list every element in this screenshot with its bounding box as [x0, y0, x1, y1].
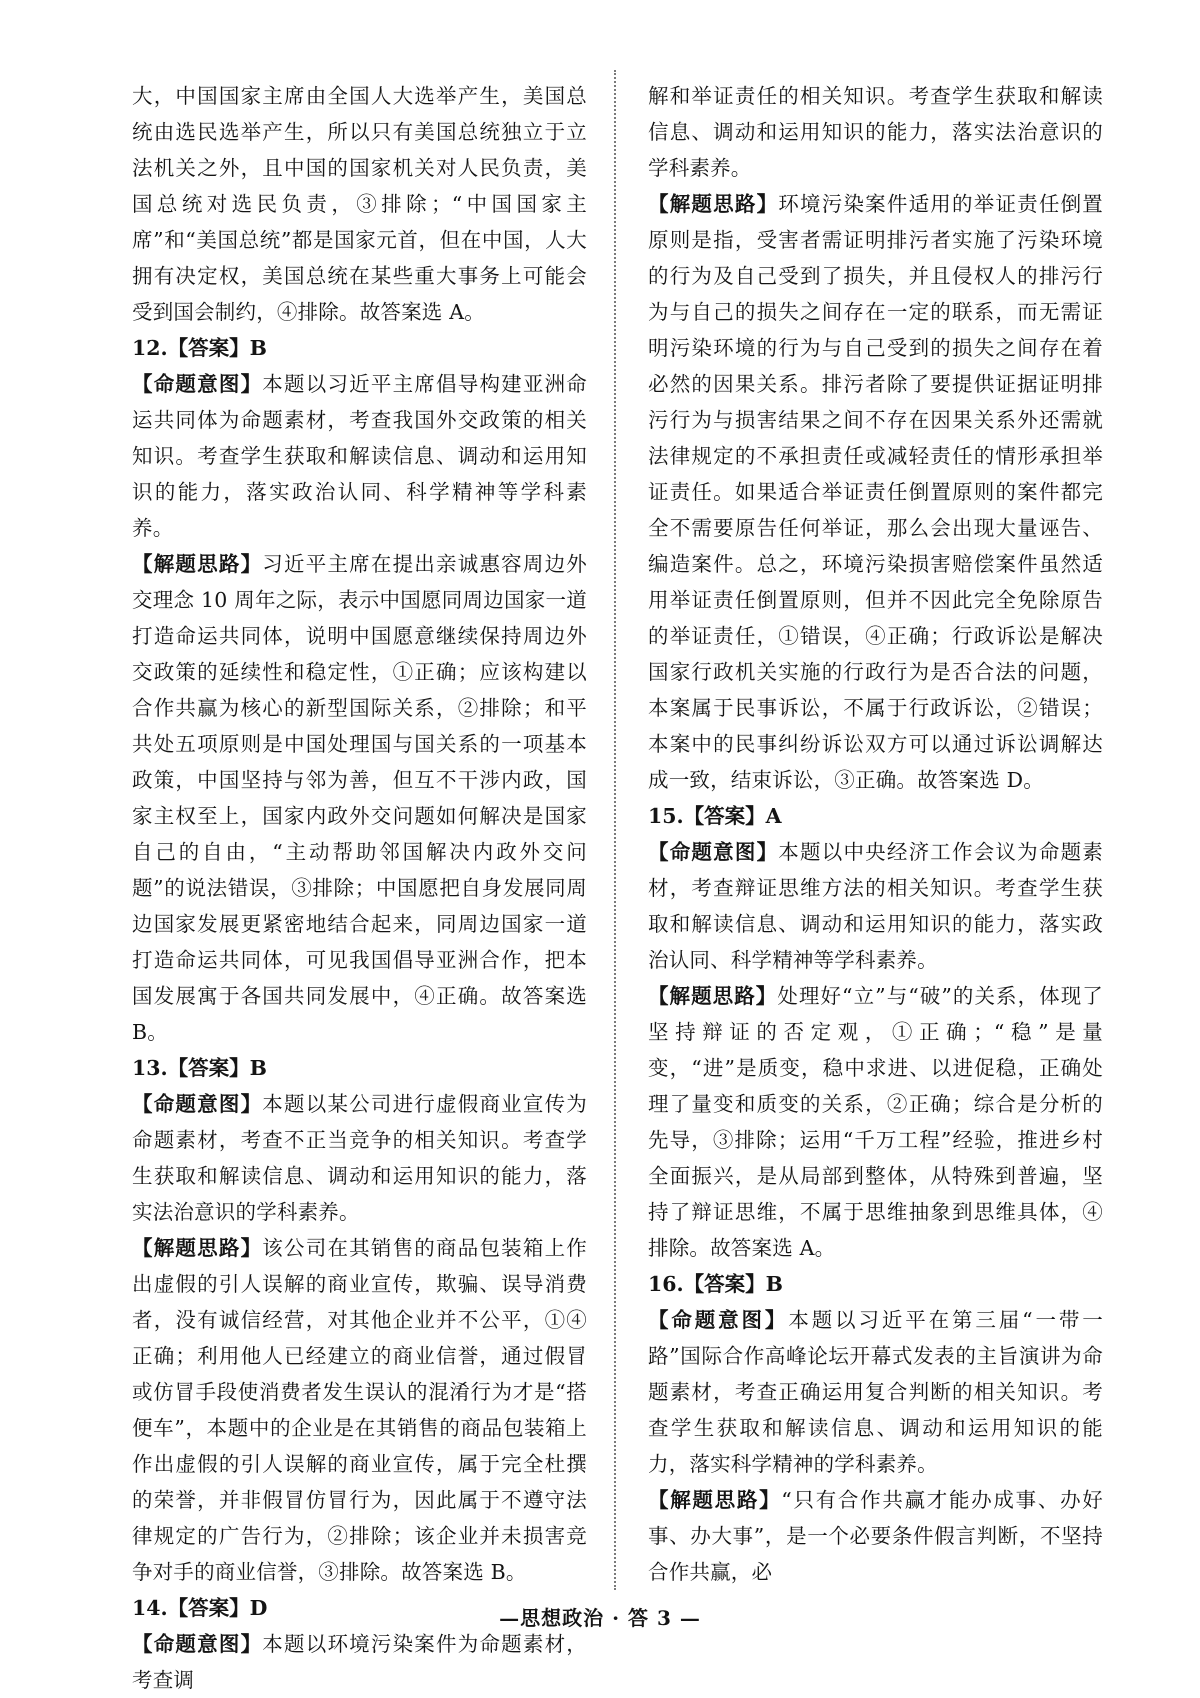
intent-text: 本题以环境污染案件为命题素材，考查调 — [132, 1632, 588, 1692]
q14-intent-start — [132, 1626, 587, 1698]
right-column — [648, 78, 1103, 1590]
answer-value: B — [249, 336, 267, 360]
intent-text: 本题以中央经济工作会议为命题素材，考查辩证思维方法的相关知识。考查学生获取和解读信息、调动和运用知识的能力，落实政治认同、科学精神等学科素养。 — [648, 840, 1104, 972]
answer-tag: 【答案】 — [683, 804, 766, 828]
q13-intent — [132, 1086, 587, 1230]
intent-text: 本题以某公司进行虚假商业宣传为命题素材，考查不正当竞争的相关知识。考查学生获取和解读信息、调动和运用知识的能力，落实法治意识的学科素养。 — [132, 1092, 588, 1224]
q16-number: 16. — [648, 1272, 684, 1296]
answer-tag: 【答案】 — [167, 1596, 250, 1620]
column-divider — [614, 70, 616, 1590]
idea-tag: 【解题思路】 — [648, 984, 778, 1008]
left-column — [132, 78, 587, 1698]
intent-tag: 【命题意图】 — [648, 840, 779, 864]
idea-tag: 【解题思路】 — [648, 1488, 782, 1512]
idea-tag: 【解题思路】 — [648, 192, 779, 216]
q12-intent — [132, 366, 587, 546]
q14-number: 14. — [132, 1596, 168, 1620]
answer-tag: 【答案】 — [167, 1056, 250, 1080]
page-footer: —思想政治 · 答 3 — — [499, 1606, 701, 1630]
intent-tag: 【命题意图】 — [132, 1632, 263, 1656]
intent-text: 本题以习近平在第三届“一带一路”国际合作高峰论坛开幕式发表的主旨演讲为命题素材，考查正确运用复合判断的相关知识。考查学生获取和解读信息、调动和运用知识的能力，落实科学精神的学科素养。 — [648, 1308, 1103, 1476]
answer-value: A — [765, 804, 782, 828]
intent-tag: 【命题意图】 — [132, 1092, 263, 1116]
idea-text: “只有合作共赢才能办成事、办好事、办大事”，是一个必要条件假言判断，不坚持合作共赢，必 — [648, 1488, 1103, 1584]
intent-tag: 【命题意图】 — [648, 1308, 789, 1332]
q16-idea — [648, 1482, 1103, 1590]
intent-tag: 【命题意图】 — [132, 372, 263, 396]
q13-idea — [132, 1230, 587, 1590]
q14-idea — [648, 186, 1103, 798]
q15-intent — [648, 834, 1103, 978]
answer-tag: 【答案】 — [683, 1272, 766, 1296]
idea-tag: 【解题思路】 — [132, 1236, 263, 1260]
answer-tag: 【答案】 — [167, 336, 250, 360]
q15-idea — [648, 978, 1103, 1266]
q15-number: 15. — [648, 804, 684, 828]
idea-text: 习近平主席在提出亲诚惠容周边外交理念 10 周年之际，表示中国愿同周边国家一道打造命运共同体，说明中国愿意继续保持周边外交政策的延续性和稳定性，①正确；应该构建以合作共赢为核心的新型国际关系，②排除；和平共处五项原则是中国处理国与国关系的一项基本政策，中国坚持与邻为善，但互不干涉内政，国家主权至上，国家内政外交问题如何解决是国家自己的自由，“主动帮助邻国解决内政外交问题”的说法错误，③排除；中国愿把自身发展同周边国家发展更紧密地结合起来，同周边国家一道打造命运共同体，可见我国倡导亚洲合作，把本国发展寓于各国共同发展中，④正确。故答案选 B。 — [132, 552, 588, 1044]
q16-answer — [648, 1266, 1103, 1302]
answer-value: B — [765, 1272, 783, 1296]
answer-value: D — [249, 1596, 268, 1620]
answer-value: B — [249, 1056, 267, 1080]
q11-continuation: 大，中国国家主席由全国人大选举产生，美国总统由选民选举产生，所以只有美国总统独立于立法机关之外，且中国的国家机关对人民负责，美国总统对选民负责，③排除；“中国国家主席”和“美国总统”都是国家元首，但在中国，人大拥有决定权，美国总统在某些重大事务上可能会受到国会制约，④排除。故答案选 A。 — [132, 84, 587, 324]
q16-intent — [648, 1302, 1103, 1482]
idea-text: 环境污染案件适用的举证责任倒置原则是指，受害者需证明排污者实施了污染环境的行为及自己受到了损失，并且侵权人的排污行为与自己的损失之间存在一定的联系，而无需证明污染环境的行为与自己受到的损失之间存在着必然的因果关系。排污者除了要提供证据证明排污行为与损害结果之间不存在因果关系外还需就法律规定的不承担责任或减轻责任的情形承担举证责任。如果适合举证责任倒置原则的案件都完全不需要原告任何举证，那么会出现大量诬告、编造案件。总之，环境污染损害赔偿案件虽然适用举证责任倒置原则，但并不因此完全免除原告的举证责任，①错误，④正确；行政诉讼是解决国家行政机关实施的行政行为是否合法的问题，本案属于民事诉讼，不属于行政诉讼，②错误；本案中的民事纠纷诉讼双方可以通过诉讼调解达成一致，结束诉讼，③正确。故答案选 D。 — [648, 192, 1104, 792]
q14-intent-continuation: 解和举证责任的相关知识。考查学生获取和解读信息、调动和运用知识的能力，落实法治意识的学科素养。 — [648, 84, 1103, 180]
q15-answer — [648, 798, 1103, 834]
q12-number: 12. — [132, 336, 168, 360]
idea-text: 处理好“立”与“破”的关系，体现了坚持辩证的否定观，①正确；“稳”是量变，“进”是质变，稳中求进、以进促稳，正确处理了量变和质变的关系，②正确；综合是分析的先导，③排除；运用“千万工程”经验，推进乡村全面振兴，是从局部到整体，从特殊到普遍，坚持了辩证思维，不属于思维抽象到思维具体，④排除。故答案选 A。 — [648, 984, 1103, 1260]
q13-answer — [132, 1050, 587, 1086]
idea-text: 该公司在其销售的商品包装箱上作出虚假的引人误解的商业宣传，欺骗、误导消费者，没有诚信经营，对其他企业并不公平，①④正确；利用他人已经建立的商业信誉，通过假冒或仿冒手段使消费者发生误认的混淆行为才是“搭便车”，本题中的企业是在其销售的商品包装箱上作出虚假的引人误解的商业宣传，属于完全杜撰的荣誉，并非假冒仿冒行为，因此属于不遵守法律规定的广告行为，②排除；该企业并未损害竞争对手的商业信誉，③排除。故答案选 B。 — [132, 1236, 588, 1584]
intent-text: 本题以习近平主席倡导构建亚洲命运共同体为命题素材，考查我国外交政策的相关知识。考查学生获取和解读信息、调动和运用知识的能力，落实政治认同、科学精神等学科素养。 — [132, 372, 588, 540]
q12-idea — [132, 546, 587, 1050]
idea-tag: 【解题思路】 — [132, 552, 263, 576]
q13-number: 13. — [132, 1056, 168, 1080]
q12-answer — [132, 330, 587, 366]
